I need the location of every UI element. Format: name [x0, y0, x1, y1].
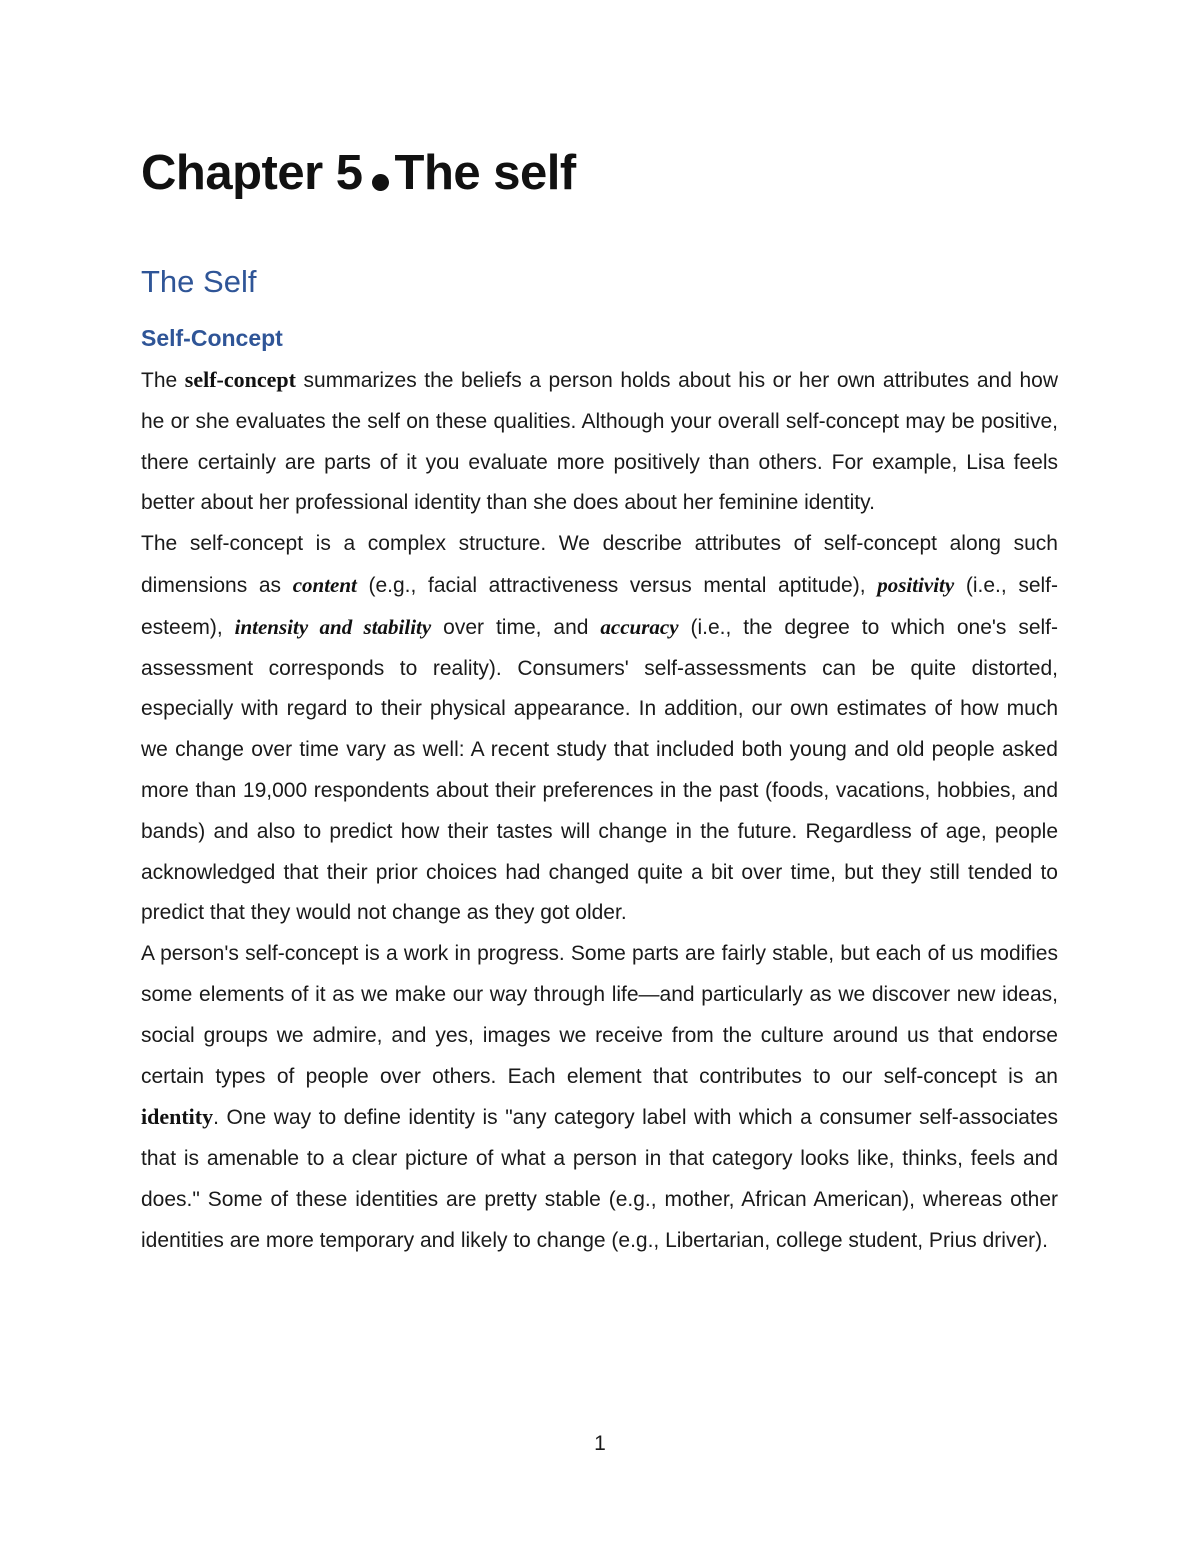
key-term-self-concept: self-concept [184, 367, 296, 392]
text-run: The self-concept is a complex structure. We describe attributes of self-concept along such dimensions as [141, 532, 1058, 597]
text-run: . One way to define identity is "any category label with which a consumer self-associates that is amenable to a clear picture of what a person in that category looks like, thinks, feels and does." Some of these identities are pretty stable (e.g., mother, African American), whereas other identities are more temporary and likely to change (e.g., Libertarian, college student, Prius driver). [141, 1106, 1058, 1252]
body-text [141, 360, 1058, 1262]
text-run: (i.e., the degree to which one's self-assessment corresponds to reality). Consumers' self-assessments can be quite distorted, especially with regard to their physical appearance. In addition, our own estimates of how much we change over time vary as well: A recent study that included both young and old people asked more than 19,000 respondents about their preferences in the past (foods, vacations, hobbies, and bands) and also to predict how their tastes will change in the future. Regardless of age, people acknowledged that their prior choices had changed quite a bit over time, but they still tended to predict that they would not change as they got older. [141, 615, 1059, 925]
text-run: summarizes the beliefs a person holds about his or her own attributes and how he or she evaluates the self on these qualities. Although your overall self-concept may be positive, there certainly are parts of it you evaluate more positively than others. For example, Lisa feels better about her professional identity than she does about her feminine identity. [141, 369, 1058, 515]
paragraph-identity [141, 934, 1058, 1261]
section-heading: The Self [141, 264, 257, 299]
page-number: 1 [594, 1432, 606, 1455]
dimension-content: content [292, 572, 357, 597]
text-run: over time, and [431, 615, 601, 639]
key-term-identity: identity [141, 1104, 214, 1130]
chapter-number-label: Chapter 5 [141, 146, 363, 200]
text-run: (i.e., self-esteem), [141, 573, 1059, 639]
chapter-title-text: The self [394, 146, 576, 200]
chapter-title [141, 143, 576, 203]
paragraph-self-concept-definition [141, 360, 1058, 524]
dimension-accuracy: accuracy [600, 614, 679, 639]
text-run: (e.g., facial attractiveness versus mental aptitude), [356, 573, 878, 597]
bullet-icon [372, 174, 389, 191]
text-run: The [141, 369, 185, 392]
dimension-positivity: positivity [877, 572, 955, 597]
text-run: A person's self-concept is a work in progress. Some parts are fairly stable, but each of us modifies some elements of it as we make our way through life—and particularly as we discover new ideas, social groups we admire, and yes, images we receive from the culture around us that endorse certain types of people over others. Each element that contributes to our self-concept is an [141, 942, 1058, 1088]
subsection-heading: Self-Concept [141, 325, 283, 351]
paragraph-self-concept-structure [141, 524, 1058, 934]
dimension-intensity-stability: intensity and stability [234, 614, 432, 639]
